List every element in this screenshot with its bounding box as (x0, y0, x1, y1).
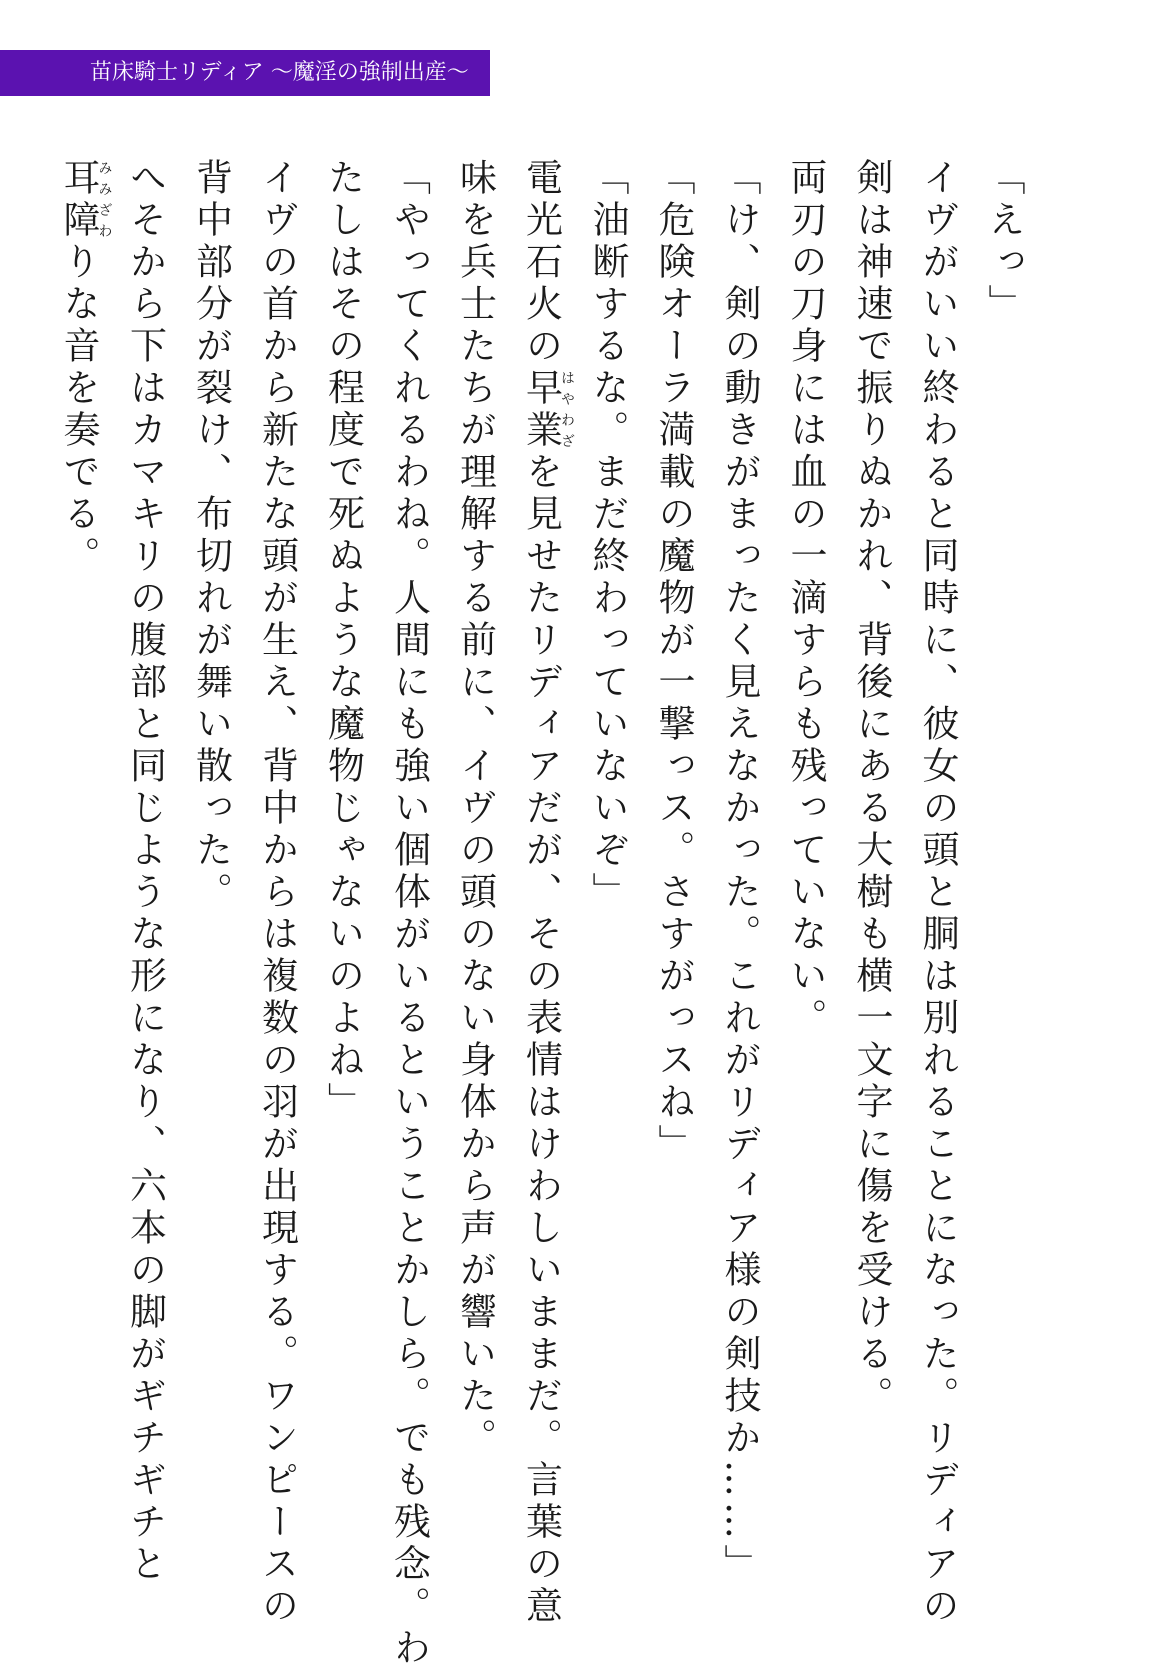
text-line: 味を兵士たちが理解する前に、イヴの頭のない身体から声が響いた。 (453, 158, 497, 1460)
ruby-base: 早業 (519, 368, 563, 452)
text-line-with-ruby (508, 158, 575, 1628)
text-line: 「け、剣の動きがまったく見えなかった。これがリディア様の剣技か……」 (718, 158, 761, 1586)
ruby-reading: みみざわ (96, 158, 113, 242)
text-line-with-ruby (45, 158, 112, 1588)
text-line: 背中部分が裂け、布切れが舞い散った。 (189, 158, 233, 914)
text-line: 「危険オーラ満載の魔物が一撃っス。さすがっスね」 (652, 158, 695, 1166)
ruby-before: 電光石火の (519, 158, 563, 368)
running-header (0, 50, 490, 96)
book-title: 苗床騎士リディア ～魔淫の強制出産～ (90, 60, 469, 85)
ruby-base: 耳障 (57, 158, 100, 242)
text-line: 「やってくれるわね。人間にも強い個体がいるということかしら。でも残念。わ (387, 158, 431, 1670)
text-line: イヴの首から新たな頭が生え、背中からは複数の羽が出現する。ワンピースの (255, 158, 299, 1628)
text-line: 剣は神速で振りぬかれ、背後にある大樹も横一文字に傷を受ける。 (850, 158, 893, 1418)
ruby-after: りな音を奏でる。 (57, 242, 100, 578)
ruby-annotation (519, 368, 575, 452)
text-line: イヴがいい終わると同時に、彼女の頭と胴は別れることになった。リディアの (916, 158, 959, 1628)
text-line: たしはその程度で死ぬような魔物じゃないのよね」 (321, 158, 365, 1124)
text-line: へそから下はカマキリの腹部と同じような形になり、六本の脚がギチギチと (123, 158, 167, 1586)
text-line: 「油断するな。まだ終わっていないぞ」 (586, 158, 629, 914)
ruby-reading: はやわざ (559, 368, 575, 452)
vertical-body-text (45, 158, 1036, 1670)
text-line: 「えっ」 (982, 158, 1025, 326)
ruby-annotation (57, 158, 113, 242)
text-line: 両刃の刀身には血の一滴すらも残っていない。 (784, 158, 827, 1040)
ruby-after: を見せたリディアだが、その表情はけわしいままだ。言葉の意 (519, 452, 563, 1628)
